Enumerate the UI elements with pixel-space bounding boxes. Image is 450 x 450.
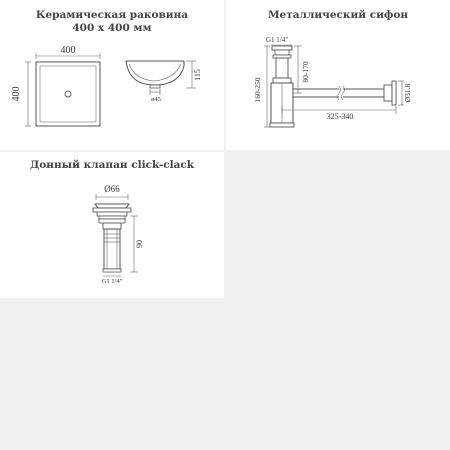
sink-width-label: 400 xyxy=(60,45,76,56)
sink-title: Керамическая раковина xyxy=(35,9,189,21)
valve-thread-label: G1 1/4" xyxy=(101,278,123,285)
sink-drawing xyxy=(0,0,224,150)
siphon-title: Металлический сифон xyxy=(267,9,409,21)
siphon-thread-label: G1 1/4" xyxy=(266,36,289,44)
siphon-panel xyxy=(226,0,450,150)
empty-area xyxy=(226,152,450,450)
valve-title: Донный клапан click-clack xyxy=(29,159,195,171)
sink-top-view xyxy=(11,45,100,126)
sink-panel xyxy=(0,0,224,150)
sink-side-view xyxy=(126,61,202,103)
siphon-drawing xyxy=(226,0,450,150)
siphon-vertical-range-label: 80-170 xyxy=(301,61,310,83)
valve-drawing xyxy=(0,152,224,298)
siphon-height-range-label: 160-250 xyxy=(253,77,262,103)
sink-drain-label: ø45 xyxy=(151,96,161,103)
sink-subtitle: 400 x 400 мм xyxy=(72,22,152,34)
valve-panel xyxy=(0,152,224,298)
siphon-diameter-label: Ø31.8 xyxy=(403,83,412,103)
sink-height-label: 400 xyxy=(11,86,22,102)
siphon-length-range-label: 325-340 xyxy=(326,112,354,121)
sink-depth-label: 115 xyxy=(193,69,202,81)
valve-diameter-label: Ø66 xyxy=(104,184,120,194)
valve-length-label: 90 xyxy=(135,240,144,248)
